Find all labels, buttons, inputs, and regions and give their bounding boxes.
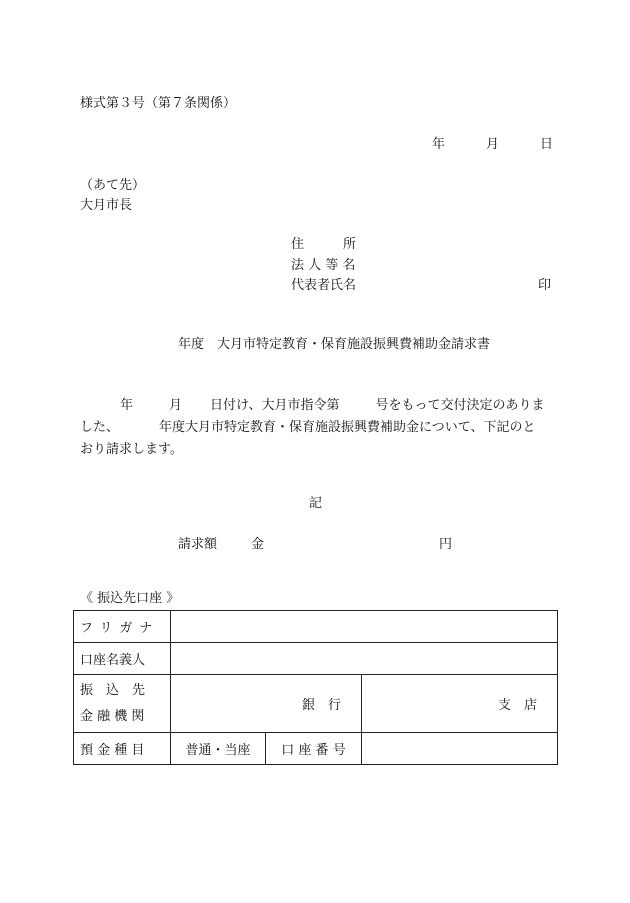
representative-name-label: 代表者氏名 bbox=[291, 278, 357, 293]
seal-mark: 印 bbox=[538, 278, 552, 293]
account-number-field[interactable] bbox=[362, 733, 558, 765]
addressee-prefix: （あて先） bbox=[80, 178, 146, 193]
bank-account-table bbox=[73, 610, 558, 765]
corporation-name-label: 法 人 等 名 bbox=[291, 258, 356, 273]
bank-label: 振 込 先 金 融 機 関 bbox=[74, 675, 171, 733]
claim-yen: 円 bbox=[439, 537, 453, 552]
date-year: 年 bbox=[432, 137, 446, 152]
furigana-label: フリガナ bbox=[74, 611, 171, 643]
body-month: 月 bbox=[169, 398, 183, 413]
account-holder-label: 口座名義人 bbox=[74, 643, 171, 675]
date-day: 日 bbox=[540, 137, 554, 152]
deposit-type-options[interactable]: 普通・当座 bbox=[171, 733, 266, 765]
body-closing: おり請求します。 bbox=[80, 442, 183, 457]
account-holder-field[interactable] bbox=[171, 643, 558, 675]
document-title: 年度 大月市特定教育・保育施設振興費補助金請求書 bbox=[178, 337, 491, 352]
body-shita: した、 bbox=[80, 420, 120, 435]
body-subsidy: 年度大月市特定教育・保育施設振興費補助金について、下記のと bbox=[159, 420, 536, 435]
body-line-1 bbox=[80, 395, 552, 417]
claim-kin: 金 bbox=[251, 537, 265, 552]
body-date-directive: 日付け、大月市指令第 bbox=[210, 398, 340, 413]
bank-name-field[interactable] bbox=[171, 675, 362, 733]
form-number: 様式第３号（第７条関係） bbox=[80, 96, 237, 111]
body-line-2 bbox=[80, 417, 552, 439]
claim-amount-label: 請求額 bbox=[178, 537, 218, 552]
ginko-label: 銀 行 bbox=[301, 698, 341, 713]
account-holder-row bbox=[74, 643, 558, 675]
date-month: 月 bbox=[486, 137, 500, 152]
bank-row bbox=[74, 675, 558, 733]
branch-name-field[interactable] bbox=[362, 675, 558, 733]
body-year: 年 bbox=[120, 398, 134, 413]
deposit-row bbox=[74, 733, 558, 765]
ki-heading: 記 bbox=[309, 496, 323, 511]
deposit-type-label: 預 金 種 目 bbox=[74, 733, 171, 765]
body-issuance: 号をもって交付決定のありま bbox=[375, 398, 545, 413]
bank-account-heading: 《 振込先口座 》 bbox=[80, 591, 180, 606]
shiten-label: 支 店 bbox=[498, 698, 538, 713]
request-body bbox=[80, 395, 552, 461]
address-label: 住 所 bbox=[291, 237, 357, 252]
furigana-field[interactable] bbox=[171, 611, 558, 643]
account-number-label: 口 座 番 号 bbox=[266, 733, 362, 765]
body-line-3 bbox=[80, 439, 552, 461]
furigana-row bbox=[74, 611, 558, 643]
addressee-name: 大月市長 bbox=[80, 198, 133, 213]
